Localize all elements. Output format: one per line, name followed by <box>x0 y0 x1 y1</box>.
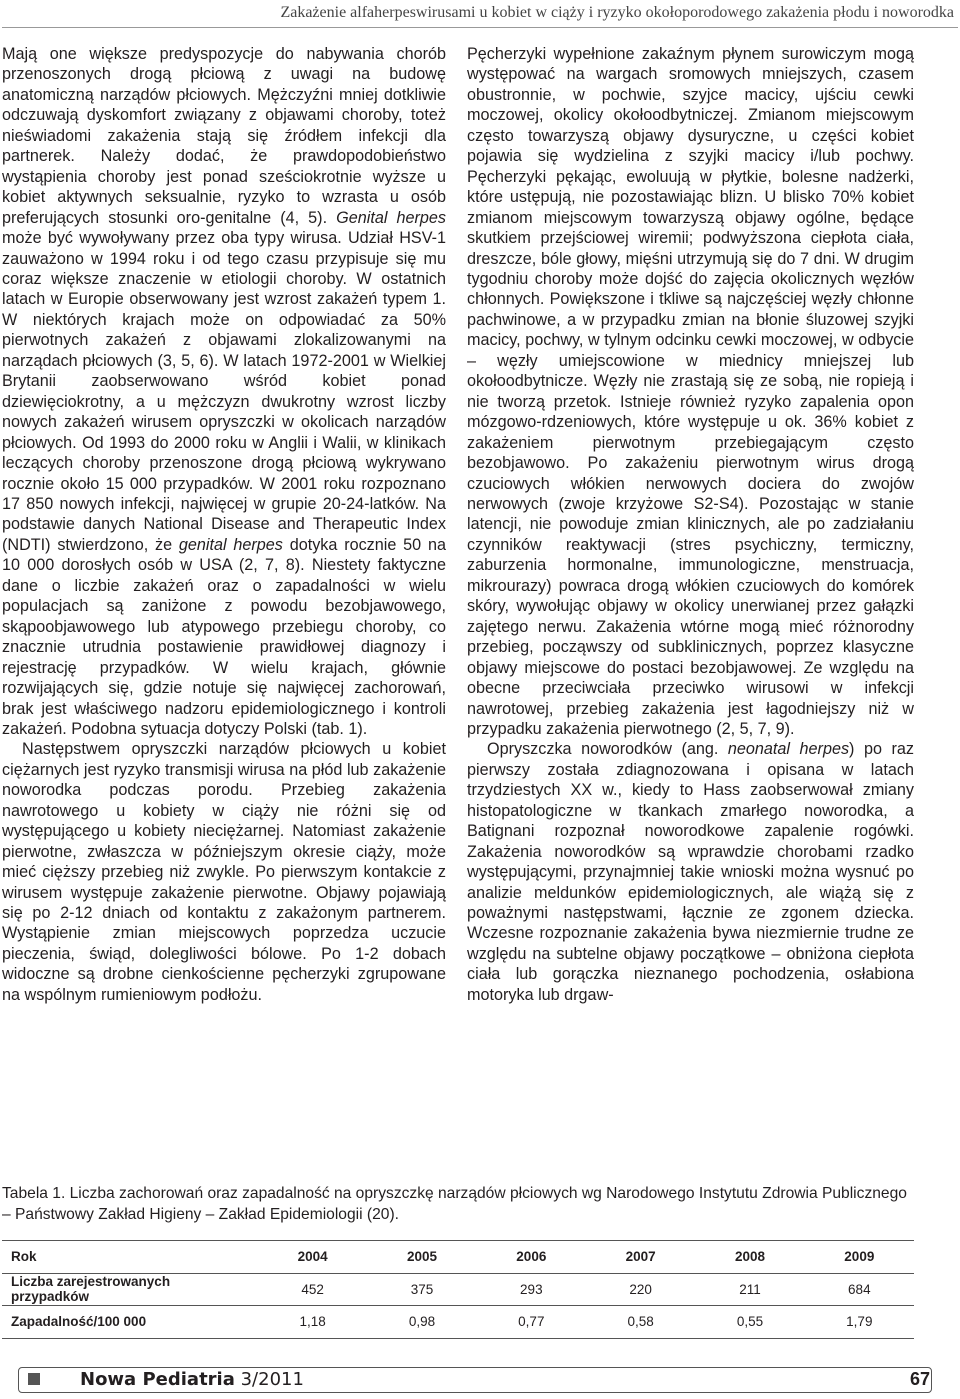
table-cell: 684 <box>805 1273 914 1306</box>
italic-term: genital herpes <box>178 535 283 554</box>
text-run: ) po raz pierwszy została zdiagnozowana i opisana w latach trzydziestych XX w., kiedy to Hass zaobserwował zmiany histopatologiczne w tkankach zmarłego noworodka, a Batignani rozpoznał noworodkowe zapalenie rogówki. Zakażenia noworodków są wprawdzie chorobami rzadko występującymi, przynajmniej takie wnioski można wysnuć po analizie meldunków epidemiologicznych, ale wiążą się z poważnymi następstwami, łącznie ze zgonem dziecka. Wczesne rozpoznanie zakażenia bywa niezmiernie trudne ze względu na subtelne objawy początkowe – obniżona ciepłota ciała lub gorączka nieznanego pochodzenia, osłabiona motoryka lub drgaw- <box>467 740 914 1004</box>
right-paragraph-2 <box>467 739 914 1005</box>
table-row <box>2 1306 914 1339</box>
running-head: Zakażenie alfaherpeswirusami u kobiet w ciąży i ryzyko okołoporodowego zakażenia płodu i noworodka <box>280 4 954 21</box>
table-cell: 211 <box>695 1273 804 1306</box>
table-caption: Tabela 1. Liczba zachorowań oraz zapadalność na opryszczkę narządów płciowych wg Narodowego Instytutu Zdrowia Publicznego – Państwowy Zakład Higieny – Zakład Epidemiologii (20). <box>2 1185 907 1223</box>
table-cell: 0,98 <box>367 1306 476 1339</box>
italic-term: Genital herpes <box>336 208 446 227</box>
italic-term: neonatal herpes <box>727 740 850 759</box>
page-footer <box>18 1366 948 1396</box>
text-run: Mają one większe predyspozycje do nabywania chorób przenoszonych drogą płciową z uwagi na budowę anatomiczną narządów płciowych. Mężczyźni mniej dotkliwie odczuwają dyskomfort związany z objawami choroby, toteż nieświadomi zakażenia stają się źródłem infekcji dla partnerek. Należy dodać, że prawdopodobieństwo wystąpienia choroby jest ponad sześciokrotnie wyższe u kobiet aktywnych seksualnie, ryzyko to wzrasta u osób preferujących stosunki oro-genitalne (4, 5). <box>2 45 446 227</box>
right-column <box>467 44 914 1005</box>
page-number: 67 <box>909 1369 930 1389</box>
table-header-cell: 2004 <box>258 1241 367 1274</box>
left-paragraph-1 <box>2 44 446 739</box>
table-cell: 0,55 <box>695 1306 804 1339</box>
table-row-header: Zapadalność/100 000 <box>2 1306 258 1339</box>
table-cell: 452 <box>258 1273 367 1306</box>
journal-issue: 3/2011 <box>240 1369 304 1390</box>
journal-name <box>80 1369 304 1390</box>
table-cell: 0,77 <box>477 1306 586 1339</box>
text-run: Opryszczka noworodków (ang. <box>487 740 728 759</box>
table-header-cell: 2006 <box>477 1241 586 1274</box>
table-cell: 220 <box>586 1273 695 1306</box>
table-row-header: Liczba zarejestrowanych przypadków <box>2 1273 258 1306</box>
table-cell: 1,18 <box>258 1306 367 1339</box>
left-paragraph-2: Następstwem opryszczki narządów płciowych u kobiet ciężarnych jest ryzyko transmisji wirusa na płód lub zakażenie noworodka podczas porodu. Przebieg zakażenia nawrotowego u kobiety w ciąży nie różni się od występującego u kobiety nieciężarnej. Natomiast zakażenie pierwotne, zwłaszcza w późniejszym okresie ciąży, może mieć cięższy przebieg niż zwykle. Po pierwszym kontakcie z wirusem występuje zakażenie pierwotne. Objawy pojawiają się po 2-12 dniach od kontaktu z zakażonym partnerem. Wystąpienie zmian miejscowych poprzedza uczucie pieczenia, świąd, dolegliwości bólowe. Po 1-2 dobach widoczne są drobne cienkościenne pęcherzyki zgrupowane na wspólnym rumieniowym podłożu. <box>2 740 446 1004</box>
table-header-cell: 2007 <box>586 1241 695 1274</box>
table-header-row <box>2 1241 914 1274</box>
table-cell: 375 <box>367 1273 476 1306</box>
table-cell: 0,58 <box>586 1306 695 1339</box>
text-run: dotyka rocznie 50 na 10 000 dorosłych osób w USA (2, 7, 8). Niestety faktyczne dane o liczbie zakażeń oraz o zapadalności w wielu populacjach są zaniżone z powodu bezobjawowego, skąpoobjawowego lub atypowego przebiegu choroby, co znacznie utrudnia postawienie prawidłowej diagnozy i rejestrację przypadków. W wielu krajach, głównie rozwijających się, gdzie notuje się najwięcej zachorowań, brak jest właściwego nadzoru epidemiologicznego i kontroli zakażeń. Podobna sytuacja dotyczy Polski (tab. 1). <box>2 535 446 738</box>
table-cell: 293 <box>477 1273 586 1306</box>
table-row <box>2 1273 914 1306</box>
header-divider <box>2 27 958 28</box>
table-header-cell: 2009 <box>805 1241 914 1274</box>
left-column <box>2 44 446 1005</box>
journal-title: Nowa Pediatria <box>80 1369 235 1390</box>
table-header-cell: Rok <box>2 1241 258 1274</box>
footer-square-marker <box>28 1373 40 1385</box>
right-paragraph-1: Pęcherzyki wypełnione zakaźnym płynem surowiczym mogą występować na wargach sromowych mniejszych, czasem obustronnie, w pochwie, szyjce macicy, ujściu cewki moczowej, okolicy okołoodbytniczej. Zmianom miejscowym często towarzyszą objawy dysuryczne, u części kobiet pojawia się wydzielina z szyjki macicy i/lub pochwy. Pęcherzyki pękając, ewoluują w płytkie, bolesne nadżerki, które ustępują, nie pozostawiając blizn. U blisko 70% kobiet zmianom miejscowym towarzyszą objawy ogólne, będące skutkiem przejściowej wiremii; podwyższona ciepłota ciała, dreszcze, bóle głowy, mięśni utrzymują się do 7 dni. W drugim tygodniu choroby może dojść do zajęcia okolicznych węzłów chłonnych. Powiększone i tkliwe są najczęściej węzły chłonne pachwinowe, a w przypadku zmian na błonie śluzowej szyjki macicy, pochwy, w tylnym odcinku cewki moczowej, w odbycie – węzły umiejscowione w miednicy mniejszej lub okołoodbytnicze. Węzły nie zrastają się ze sobą, nie ropieją i nie tworzą przetok. Istnieje również ryzyko zapalenia opon mózgowo-rdzeniowych, które występuje u ok. 36% kobiet z zakażeniem pierwotnym przebiegającym często bezobjawowo. Po zakażeniu pierwotnym wirus drogą czuciowych włókien nerwowych dociera do zwojów nerwowych (zwoje krzyżowe S2-S4). Pozostając w stanie latencji, nie powoduje zmian klinicznych, ale po zadziałaniu czynników reaktywacji (stres psychiczny, termiczny, zaburzenia hormonalne, immunologiczne, menstruacja, mikrourazy) powraca drogą włókien czuciowych do komórek skóry, wywołując objawy w okolicy unerwianej przez gałązki zajętego nerwu. Zakażenia wtórne mogą mieć różnorodny przebieg, począwszy od subklinicznych, poprzez klasyczne objawy miejscowe do postaci bezobjawowej. Ze względu na obecne przeciwciała przeciwko wirusowi w infekcji nawrotowej, przebieg zakażenia jest łagodniejszy niż w przypadku zakażenia pierwotnego (2, 5, 7, 9). <box>467 45 914 738</box>
table-header-cell: 2005 <box>367 1241 476 1274</box>
text-run: może być wywoływany przez oba typy wirusa. Udział HSV-1 zauważono w 1994 roku i od tego czasu przypisuje się mu coraz większe znaczenie w etiologii choroby. W ostatnich latach w Europie obserwowany jest wzrost zakażeń typem 1. W niektórych krajach może on odpowiadać za 50% pierwotnych zakażeń z objawami zlokalizowanymi na narządach płciowych (3, 5, 6). W latach 1972-2001 w Wielkiej Brytanii zaobserwowano wśród kobiet ponad dziewięciokrotny, a u mężczyzn dwukrotny wzrost liczby nowych zakażeń wirusem opryszczki w okolicach narządów płciowych. Od 1993 do 2000 roku w Anglii i Walii, w klinikach leczących choroby przenoszone drogą płciową wykrywano rocznie około 15 000 przypadków. W 2001 roku rozpoznano 17 850 nowych infekcji, najwięcej w grupie 20-24-latków. Na podstawie danych National Disease and Therapeutic Index (NDTI) stwierdzono, że <box>2 229 446 554</box>
table-header-cell: 2008 <box>695 1241 804 1274</box>
incidence-table <box>2 1240 914 1339</box>
table-cell: 1,79 <box>805 1306 914 1339</box>
